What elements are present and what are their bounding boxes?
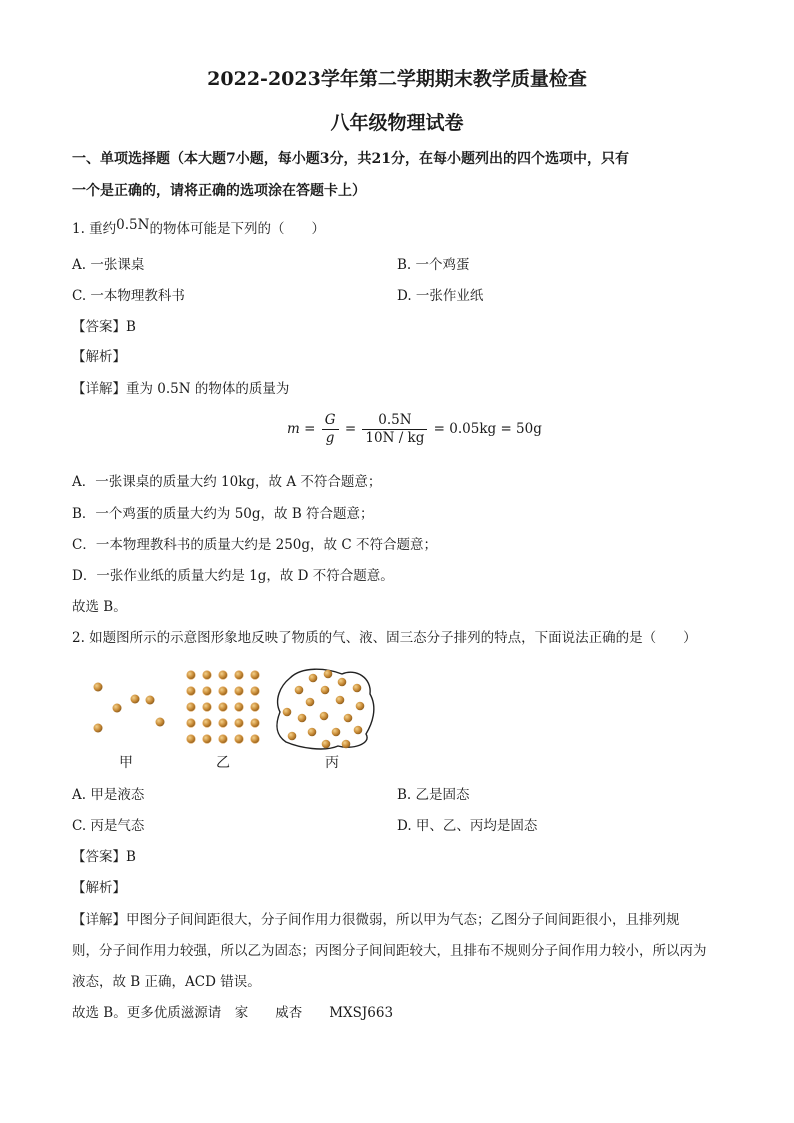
- q1-conclusion: 故选 B。: [72, 599, 127, 615]
- exam-subtitle: 八年级物理试卷: [330, 112, 464, 134]
- gas-molecules: [94, 683, 165, 733]
- mass-formula: [287, 412, 542, 447]
- formula-result: = 0.05kg = 50g: [433, 421, 542, 437]
- q1-stem-value: 0.5N: [116, 217, 150, 233]
- fraction-2-numerator: 0.5N: [362, 412, 427, 430]
- figure-label-jia: 甲: [119, 755, 133, 771]
- q1-option-c: C. 一本物理教科书: [72, 288, 185, 304]
- fraction-g-over-g: [322, 412, 339, 447]
- solid-molecules: [187, 671, 260, 744]
- formula-eq1: =: [304, 421, 316, 437]
- q1-explain-c: C．一本物理教科书的质量大约是 250g，故 C 不符合题意；: [72, 537, 437, 553]
- q1-explain-d: D．一张作业纸的质量大约是 1g，故 D 不符合题意。: [72, 568, 394, 584]
- liquid-molecules: [277, 669, 374, 749]
- fraction-2-denominator: 10N / kg: [365, 430, 425, 446]
- question-2-stem: 2. 如题图所示的示意图形象地反映了物质的气、液、固三态分子排列的特点，下面说法正确的是（ ）: [72, 630, 697, 646]
- q2-analysis-label: 【解析】: [72, 880, 126, 896]
- section-heading-line1: 一、单项选择题（本大题7小题，每小题3分，共21分，在每小题列出的四个选项中，只有: [72, 151, 629, 167]
- q2-conclusion: 故选 B。更多优质滋源请 家 威杏 MXSJ663: [72, 1005, 394, 1021]
- q2-option-a: A. 甲是液态: [72, 787, 145, 803]
- q1-option-a: A. 一张课桌: [72, 257, 145, 273]
- q1-explain-b: B．一个鸡蛋的质量大约为 50g，故 B 符合题意；: [72, 506, 374, 522]
- q2-option-d: D. 甲、乙、丙均是固态: [397, 818, 538, 834]
- q2-answer: 【答案】B: [72, 849, 136, 865]
- q1-stem-prefix: 1. 重约: [72, 221, 117, 237]
- figure-label-yi: 乙: [216, 755, 230, 771]
- fraction-weight-over-g: [362, 412, 427, 447]
- q2-detail-line1: 【详解】甲图分子间间距很大，分子间作用力很微弱，所以甲为气态；乙图分子间间距很小，且排列规: [72, 912, 680, 928]
- q2-option-b: B. 乙是固态: [397, 787, 470, 803]
- question-1-stem: [72, 217, 325, 238]
- molecule-arrangement-figure: [80, 660, 380, 752]
- fraction-1-denominator: g: [325, 430, 335, 446]
- fraction-1-numerator: G: [322, 412, 339, 430]
- section-heading-line2: 一个是正确的，请将正确的选项涂在答题卡上）: [72, 183, 366, 199]
- formula-eq2: =: [344, 421, 357, 437]
- q1-analysis-label: 【解析】: [72, 349, 126, 365]
- q1-answer: 【答案】B: [72, 319, 136, 335]
- formula-lhs: m: [287, 421, 300, 437]
- q2-detail-line2: 则，分子间作用力较强，所以乙为固态；丙图分子间间距较大，且排布不规则分子间作用力较小，所以丙为: [72, 943, 707, 959]
- q1-option-b: B. 一个鸡蛋: [397, 257, 470, 273]
- q1-explain-a: A．一张课桌的质量大约 10kg，故 A 不符合题意；: [72, 474, 382, 490]
- figure-label-bing: 丙: [325, 755, 339, 771]
- q1-option-d: D. 一张作业纸: [397, 288, 484, 304]
- q2-option-c: C. 丙是气态: [72, 818, 145, 834]
- exam-title: 2022-2023学年第二学期期末教学质量检查: [207, 68, 587, 90]
- q2-detail-line3: 液态，故 B 正确，ACD 错误。: [72, 974, 261, 990]
- q1-stem-suffix: 的物体可能是下列的（ ）: [149, 221, 325, 237]
- q1-detail: 【详解】重为 0.5N 的物体的质量为: [72, 381, 290, 397]
